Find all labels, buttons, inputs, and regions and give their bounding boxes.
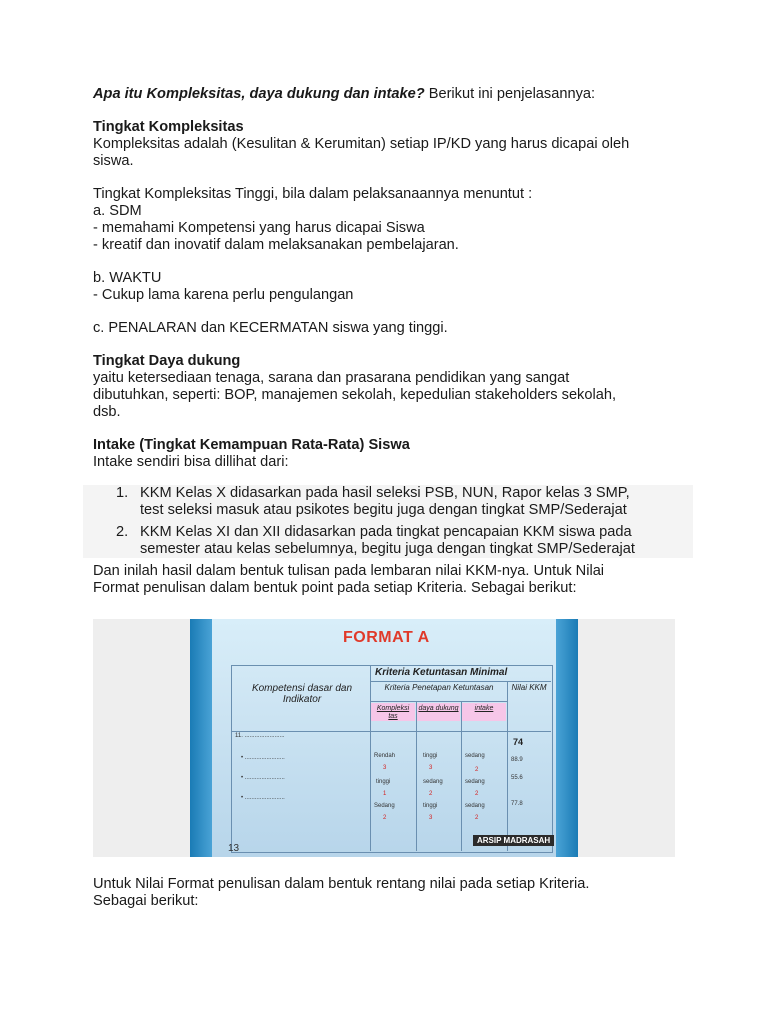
table-divider	[370, 681, 551, 682]
row1-kompleksitas: Rendah	[374, 753, 396, 759]
row3-daya: tinggi	[423, 803, 438, 809]
list-item-line1: KKM Kelas XI dan XII didasarkan pada tingkat pencapaian KKM siswa pada	[140, 524, 632, 540]
list-number: 2.	[116, 524, 129, 540]
list-item-line1: KKM Kelas X didasarkan pada hasil seleksi PSB, NUN, Rapor kelas 3 SMP,	[140, 485, 630, 501]
kompleksitas-definition-line2: siswa.	[93, 153, 134, 169]
row2-intake-score: 2	[475, 791, 479, 797]
intake-list	[93, 485, 683, 558]
waktu-item-1: - Cukup lama karena perlu pengulangan	[93, 287, 354, 303]
table-divider	[370, 701, 507, 702]
row1-intake-score: 2	[475, 767, 479, 773]
indicator-bullet: • ........................	[241, 795, 285, 801]
nilai-kkm-header: Nilai KKM	[511, 683, 547, 692]
intake-section	[93, 437, 683, 558]
row1-nilai: 88.9	[511, 757, 523, 763]
table-divider	[231, 731, 551, 732]
daya-dukung-section	[93, 353, 683, 421]
row3-kompleksitas-score: 2	[383, 815, 387, 821]
row3-daya-score: 3	[429, 815, 433, 821]
row2-daya: sedang	[423, 779, 443, 785]
waktu-label: b. WAKTU	[93, 270, 162, 286]
daya-dukung-line3: dsb.	[93, 404, 121, 420]
row1-daya: tinggi	[423, 753, 438, 759]
slide-left-border	[190, 619, 212, 857]
intro-rest: Berikut ini penjelasannya:	[424, 86, 596, 102]
kompleksitas-definition-line1: Kompleksitas adalah (Kesulitan & Kerumitan) setiap IP/KD yang harus dicapai oleh	[93, 136, 630, 152]
kompetensi-header: Kompetensi dasar dan Indikator	[251, 683, 353, 705]
list-item-line2: test seleksi masuk atau psikotes begitu juga dengan tingkat SMP/Sederajat	[140, 502, 627, 518]
intro-paragraph	[93, 86, 683, 103]
list-number: 1.	[116, 485, 129, 501]
slide-right-border	[556, 619, 578, 857]
competency-text: 11. ........................	[235, 733, 285, 739]
arsip-madrasah-logo: ARSIP MADRASAH	[473, 835, 554, 846]
sdm-item-2: - kreatif dan inovatif dalam melaksanakan pembelajaran.	[93, 237, 459, 253]
kkm-total: 74	[513, 737, 524, 747]
kompleksitas-tinggi-block	[93, 186, 683, 254]
intro-question: Apa itu Kompleksitas, daya dukung dan intake?	[93, 86, 425, 102]
row2-daya-score: 2	[429, 791, 433, 797]
row3-intake: sedang	[465, 803, 485, 809]
format-a-figure	[93, 619, 675, 857]
rentang-line1: Untuk Nilai Format penulisan dalam bentuk rentang nilai pada setiap Kriteria.	[93, 876, 590, 892]
kompleksitas-tinggi-intro: Tingkat Kompleksitas Tinggi, bila dalam pelaksanaannya menuntut :	[93, 186, 533, 202]
indicator-bullet: • ........................	[241, 755, 285, 761]
daya-dukung-heading: Tingkat Daya dukung	[93, 353, 241, 369]
hasil-paragraph	[93, 563, 683, 597]
table-divider	[461, 701, 462, 851]
penalaran-line: c. PENALARAN dan KECERMATAN siswa yang tinggi.	[93, 320, 448, 336]
waktu-block	[93, 270, 683, 304]
daya-dukung-line2: dibutuhkan, seperti: BOP, manajemen sekolah, kepedulian stakeholders sekolah,	[93, 387, 617, 403]
kompleksitas-section	[93, 119, 683, 170]
intake-list-item	[93, 524, 683, 558]
col-kompleksitas: Kompleksi tas	[376, 705, 410, 720]
sdm-label: a. SDM	[93, 203, 142, 219]
row1-intake: sedang	[465, 753, 485, 759]
row2-kompleksitas: tinggi	[376, 779, 391, 785]
row2-nilai: 55.6	[511, 775, 523, 781]
indicator-bullet: • ........................	[241, 775, 285, 781]
document-body	[93, 86, 683, 597]
intake-intro: Intake sendiri bisa dillihat dari:	[93, 454, 289, 470]
rentang-line2: Sebagai berikut:	[93, 893, 199, 909]
col-daya-dukung: daya dukung	[418, 705, 459, 712]
row3-intake-score: 2	[475, 815, 479, 821]
intake-heading: Intake (Tingkat Kemampuan Rata-Rata) Siswa	[93, 437, 410, 453]
kriteria-header: Kriteria Ketuntasan Minimal	[375, 667, 508, 678]
table-divider	[507, 681, 508, 851]
daya-dukung-line1: yaitu ketersediaan tenaga, sarana dan prasarana pendidikan yang sangat	[93, 370, 570, 386]
table-divider	[416, 701, 417, 851]
hasil-line2: Format penulisan dalam bentuk point pada setiap Kriteria. Sebagai berikut:	[93, 580, 577, 596]
format-title: FORMAT A	[343, 629, 430, 646]
row2-intake: sedang	[465, 779, 485, 785]
row2-kompleksitas-score: 1	[383, 791, 387, 797]
col-intake: intake	[474, 705, 494, 712]
rentang-paragraph	[93, 876, 683, 910]
sdm-item-1: - memahami Kompetensi yang harus dicapai Siswa	[93, 220, 425, 236]
kompleksitas-heading: Tingkat Kompleksitas	[93, 119, 244, 135]
row1-daya-score: 3	[429, 765, 433, 771]
list-item-line2: semester atau kelas sebelumnya, begitu juga dengan tingkat SMP/Sederajat	[140, 541, 635, 557]
intake-list-box	[83, 485, 693, 558]
slide-page-number: 13	[228, 843, 240, 854]
row3-kompleksitas: Sedang	[374, 803, 395, 809]
row3-nilai: 77.8	[511, 801, 523, 807]
row1-kompleksitas-score: 3	[383, 765, 387, 771]
penetapan-header: Kriteria Penetapan Ketuntasan	[384, 683, 494, 692]
intake-list-item	[93, 485, 683, 519]
table-divider	[370, 665, 371, 851]
hasil-line1: Dan inilah hasil dalam bentuk tulisan pada lembaran nilai KKM-nya. Untuk Nilai	[93, 563, 605, 579]
